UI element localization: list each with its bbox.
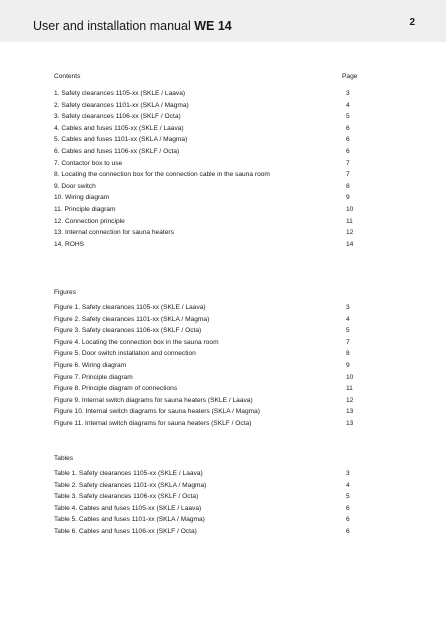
- table-entry-page: 6: [346, 527, 350, 535]
- contents-entry[interactable]: [54, 194, 364, 206]
- table-entry-page: 6: [346, 504, 350, 512]
- figure-entry-page: 11: [346, 385, 353, 393]
- table-entry[interactable]: [54, 470, 364, 482]
- contents-entry[interactable]: [54, 171, 364, 183]
- figure-entry[interactable]: [54, 420, 364, 432]
- figure-entry-text: Figure 7. Principle diagram: [54, 373, 133, 381]
- figures-heading: Figures: [54, 289, 76, 296]
- table-entry-text: Table 3. Safety clearances 1106-xx (SKLF / Octa): [54, 493, 199, 501]
- table-entry-text: Table 1. Safety clearances 1105-xx (SKLE / Laava): [54, 470, 203, 477]
- contents-entry-page: 10: [346, 205, 354, 213]
- figure-entry-page: 12: [346, 396, 354, 404]
- contents-entry-text: 9. Door switch: [54, 182, 96, 190]
- contents-entry-text: 4. Cables and fuses 1105-xx (SKLE / Laava): [54, 124, 184, 132]
- page-column-heading: Page: [342, 73, 358, 80]
- figure-entry[interactable]: [54, 304, 364, 316]
- contents-entry-page: 6: [346, 136, 350, 144]
- table-entry-page: 5: [346, 493, 350, 501]
- figure-entry-page: 5: [346, 327, 350, 335]
- model-name: WE 14: [194, 19, 232, 33]
- figure-entry[interactable]: [54, 408, 364, 420]
- contents-entry[interactable]: [54, 148, 364, 160]
- contents-entry-page: 5: [346, 113, 350, 121]
- figure-entry[interactable]: [54, 339, 364, 351]
- figure-entry-text: Figure 4. Locating the connection box in the sauna room: [54, 338, 219, 346]
- table-entry-text: Table 4. Cables and fuses 1105-xx (SKLE / Laava): [54, 504, 202, 512]
- figure-entry-text: Figure 10. Internal switch diagrams for sauna heaters (SKLA / Magma): [54, 408, 260, 416]
- contents-entry[interactable]: [54, 113, 364, 125]
- contents-entry-text: 7. Contactor box to use: [54, 159, 123, 167]
- table-entry[interactable]: [54, 528, 364, 540]
- figure-entry-page: 13: [346, 408, 354, 416]
- figure-entry-page: 8: [346, 350, 350, 358]
- table-entry-text: Table 2. Safety clearances 1101-xx (SKLA / Magma): [54, 481, 207, 489]
- figure-entry-text: Figure 1. Safety clearances 1105-xx (SKLE / Laava): [54, 304, 206, 311]
- contents-entry-page: 7: [346, 159, 350, 167]
- contents-entry[interactable]: [54, 160, 364, 172]
- figure-entry[interactable]: [54, 327, 364, 339]
- contents-entry-page: 11: [346, 217, 353, 225]
- contents-entry-page: 12: [346, 229, 354, 237]
- figure-entry-page: 3: [346, 304, 350, 311]
- contents-entry-page: 8: [346, 182, 350, 190]
- figure-entry[interactable]: [54, 397, 364, 409]
- contents-heading: Contents: [54, 73, 81, 80]
- contents-entry-text: 8. Locating the connection box for the connection cable in the sauna room: [54, 171, 270, 179]
- contents-entry-text: 5. Cables and fuses 1101-xx (SKLA / Magma): [54, 136, 188, 144]
- contents-entry-text: 11. Principle diagram: [54, 205, 116, 213]
- contents-entry-page: 6: [346, 147, 350, 155]
- contents-entry-page: 7: [346, 171, 350, 179]
- contents-entry[interactable]: [54, 206, 364, 218]
- figure-entry-page: 9: [346, 361, 350, 369]
- figure-entry-text: Figure 9. Internal switch diagrams for sauna heaters (SKLE / Laava): [54, 396, 253, 404]
- contents-entry[interactable]: [54, 125, 364, 137]
- figures-list: [54, 304, 364, 432]
- table-entry[interactable]: [54, 482, 364, 494]
- figure-entry[interactable]: [54, 385, 364, 397]
- contents-entry-text: 1. Safety clearances 1105-xx (SKLE / Laava): [54, 90, 186, 97]
- page-number: 2: [409, 17, 415, 28]
- figure-entry[interactable]: [54, 362, 364, 374]
- contents-entry-text: 6. Cables and fuses 1106-xx (SKLF / Octa): [54, 147, 180, 155]
- contents-entry[interactable]: [54, 183, 364, 195]
- table-entry-page: 6: [346, 516, 350, 524]
- contents-entry[interactable]: [54, 241, 364, 253]
- table-entry-text: Table 5. Cables and fuses 1101-xx (SKLA / Magma): [54, 516, 205, 524]
- contents-entry-page: 4: [346, 101, 350, 109]
- figure-entry[interactable]: [54, 350, 364, 362]
- figure-entry-text: Figure 8. Principle diagram of connections: [54, 385, 178, 393]
- figure-entry-text: Figure 11. Internal switch diagrams for sauna heaters (SKLF / Octa): [54, 419, 252, 427]
- figure-entry-page: 13: [346, 419, 354, 427]
- contents-entry-page: 14: [346, 240, 354, 248]
- figure-entry-page: 10: [346, 373, 354, 381]
- figure-entry[interactable]: [54, 374, 364, 386]
- figure-entry-text: Figure 5. Door switch installation and connection: [54, 350, 196, 358]
- contents-entry-text: 10. Wiring diagram: [54, 194, 110, 202]
- contents-entry-text: 2. Safety clearances 1101-xx (SKLA / Magma): [54, 101, 189, 109]
- contents-entry-page: 3: [346, 90, 350, 97]
- figure-entry-text: Figure 6. Wiring diagram: [54, 361, 127, 369]
- contents-entry[interactable]: [54, 218, 364, 230]
- tables-list: [54, 470, 364, 540]
- table-entry[interactable]: [54, 493, 364, 505]
- figure-entry-text: Figure 2. Safety clearances 1101-xx (SKLA / Magma): [54, 315, 210, 323]
- contents-entry[interactable]: [54, 90, 364, 102]
- figure-entry-page: 7: [346, 338, 350, 346]
- contents-entry-page: 9: [346, 194, 350, 202]
- contents-entry-text: 3. Safety clearances 1106-xx (SKLF / Octa): [54, 113, 181, 121]
- contents-entry-text: 13. Internal connection for sauna heaters: [54, 229, 174, 237]
- table-entry[interactable]: [54, 505, 364, 517]
- table-entry[interactable]: [54, 516, 364, 528]
- contents-entry-text: 12. Connection principle: [54, 217, 125, 225]
- table-entry-page: 4: [346, 481, 350, 489]
- contents-list: [54, 90, 364, 252]
- contents-entry-text: 14. ROHS: [54, 240, 85, 248]
- page-header: [0, 0, 446, 42]
- figure-entry[interactable]: [54, 316, 364, 328]
- figure-entry-page: 4: [346, 315, 350, 323]
- contents-entry[interactable]: [54, 136, 364, 148]
- figure-entry-text: Figure 3. Safety clearances 1106-xx (SKLF / Octa): [54, 327, 202, 335]
- contents-entry[interactable]: [54, 229, 364, 241]
- document-title-prefix: User and installation manual: [33, 19, 191, 33]
- table-entry-page: 3: [346, 470, 350, 477]
- contents-entry[interactable]: [54, 102, 364, 114]
- table-entry-text: Table 6. Cables and fuses 1106-xx (SKLF / Octa): [54, 527, 197, 535]
- contents-entry-page: 6: [346, 124, 350, 132]
- document-title: [33, 19, 232, 33]
- tables-heading: Tables: [54, 455, 74, 462]
